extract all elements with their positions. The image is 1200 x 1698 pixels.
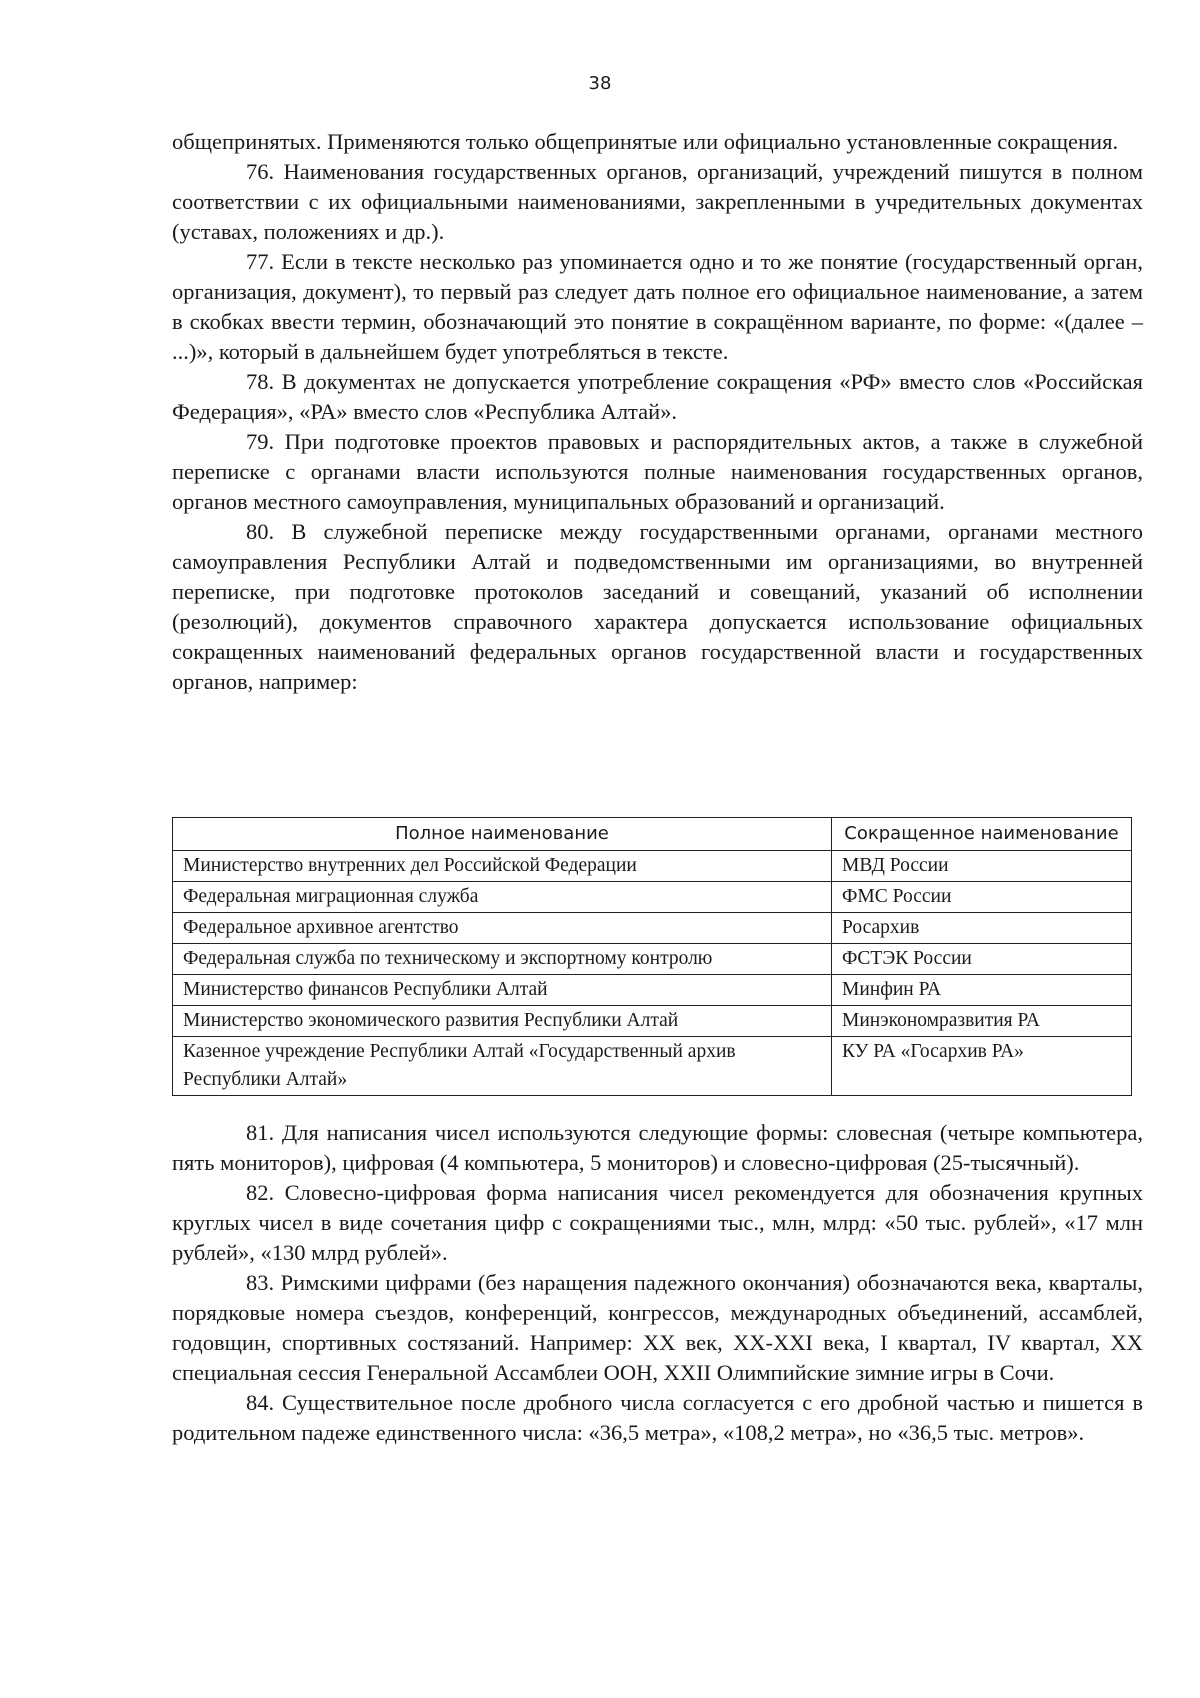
full-name-cell: Федеральное архивное агентство (173, 913, 832, 944)
column-header-full-name: Полное наименование (173, 818, 832, 851)
paragraph-84: 84. Существительное после дробного числа согласуется с его дробной частью и пишется в родительном падеже единственного числа: «36,5 метра», «108,2 метра», но «36,5 тыс. метров». (172, 1390, 1143, 1445)
short-name-cell: ФМС России (832, 882, 1132, 913)
paragraph-77: 77. Если в тексте несколько раз упоминается одно и то же понятие (государственный орган, организация, документ), то первый раз следует дать полное его официальное наименование, а затем в скобках ввести термин, обозначающий это понятие в сокращённом варианте, по форме: «(далее – ...)», который в дальнейшем будет употребляться в тексте. (172, 249, 1143, 364)
short-name-cell: Минэкономразвития РА (832, 1006, 1132, 1037)
short-name-cell: МВД России (832, 851, 1132, 882)
table-row (173, 975, 1132, 1006)
full-name-cell: Министерство экономического развития Республики Алтай (173, 1006, 832, 1037)
paragraph-82: 82. Словесно-цифровая форма написания чисел рекомендуется для обозначения крупных круглых чисел в виде сочетания цифр с сокращениями тыс., млн, млрд: «50 тыс. рублей», «17 млн рублей», «130 млрд рублей». (172, 1180, 1143, 1265)
abbreviations-table (172, 817, 1132, 1096)
short-name-cell: Росархив (832, 913, 1132, 944)
table-row (173, 1037, 1132, 1096)
short-name-cell: ФСТЭК России (832, 944, 1132, 975)
paragraph-78: 78. В документах не допускается употребление сокращения «РФ» вместо слов «Российская Федерация», «РА» вместо слов «Республика Алтай». (172, 369, 1143, 424)
full-name-cell: Казенное учреждение Республики Алтай «Государственный архив Республики Алтай» (173, 1037, 832, 1096)
short-name-cell: КУ РА «Госархив РА» (832, 1037, 1132, 1096)
paragraph-continuation: общепринятых. Применяются только общепринятые или официально установленные сокращения. (172, 129, 1119, 154)
full-name-cell: Федеральная миграционная служба (173, 882, 832, 913)
text-section-bottom (172, 1118, 1143, 1448)
page-number: 38 (588, 73, 612, 94)
text-section-top (172, 127, 1143, 697)
full-name-cell: Министерство финансов Республики Алтай (173, 975, 832, 1006)
table-row (173, 851, 1132, 882)
paragraph-76: 76. Наименования государственных органов, организаций, учреждений пишутся в полном соответствии с их официальными наименованиями, закрепленными в учредительных документах (уставах, положениях и др.). (172, 159, 1143, 244)
paragraph-81: 81. Для написания чисел используются следующие формы: словесная (четыре компьютера, пять мониторов), цифровая (4 компьютера, 5 мониторов) и словесно-цифровая (25-тысячный). (172, 1120, 1143, 1175)
table-header-row (173, 818, 1132, 851)
full-name-cell: Федеральная служба по техническому и экспортному контролю (173, 944, 832, 975)
table-row (173, 944, 1132, 975)
table-row (173, 1006, 1132, 1037)
column-header-short-name: Сокращенное наименование (832, 818, 1132, 851)
paragraph-83: 83. Римскими цифрами (без наращения падежного окончания) обозначаются века, кварталы, порядковые номера съездов, конференций, конгрессов, международных объединений, ассамблей, годовщин, спортивных состязаний. Например: XX век, XX-XXI века, I квартал, IV квартал, XX специальная сессия Генеральной Ассамблеи ООН, XXII Олимпийские зимние игры в Сочи. (172, 1270, 1143, 1385)
short-name-cell: Минфин РА (832, 975, 1132, 1006)
paragraph-80: 80. В служебной переписке между государственными органами, органами местного самоуправления Республики Алтай и подведомственными им организациями, во внутренней переписке, при подготовке протоколов заседаний и совещаний, указаний об исполнении (резолюций), документов справочного характера допускается использование официальных сокращенных наименований федеральных органов государственной власти и государственных органов, например: (172, 519, 1143, 694)
table-row (173, 882, 1132, 913)
paragraph-79: 79. При подготовке проектов правовых и распорядительных актов, а также в служебной переписке с органами власти используются полные наименования государственных органов, органов местного самоуправления, муниципальных образований и организаций. (172, 429, 1143, 514)
full-name-cell: Министерство внутренних дел Российской Федерации (173, 851, 832, 882)
table-row (173, 913, 1132, 944)
